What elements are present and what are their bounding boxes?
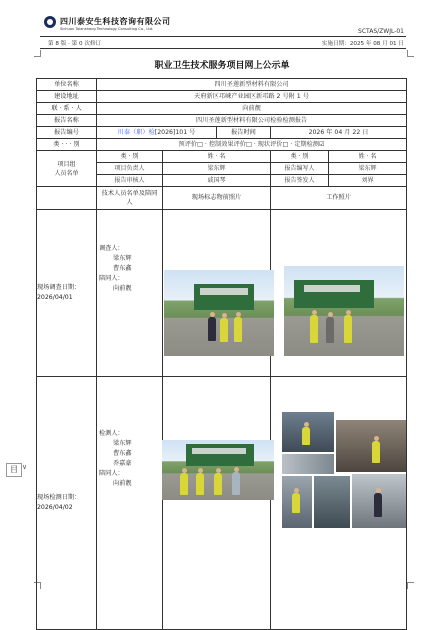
person-shape bbox=[220, 318, 228, 342]
effective-date: 实施日期：2025 年 08 月 01 日 bbox=[321, 41, 404, 47]
sampling-date-value: 2026/04/02 bbox=[37, 504, 73, 511]
sampling-staff-cell bbox=[97, 377, 163, 630]
company-name-en: Sichuan Taianshang Technology Consulting Co., Ltd. bbox=[60, 27, 154, 31]
staff-person: 刘界 bbox=[329, 175, 407, 187]
work-thumbnail bbox=[282, 476, 312, 528]
corner-mark bbox=[34, 50, 41, 57]
survey-staff-name: 曹东鑫 bbox=[113, 265, 132, 272]
sampling-sign-photo-cell bbox=[163, 377, 271, 630]
survey-work-photo bbox=[284, 266, 404, 356]
row-address bbox=[37, 91, 407, 103]
company-logo-icon bbox=[44, 16, 56, 28]
person-shape bbox=[310, 315, 318, 343]
person-shape bbox=[180, 473, 188, 495]
row-contact bbox=[37, 103, 407, 115]
report-name-value: 四川圣莲新型材料有限公司检验检测报告 bbox=[97, 115, 407, 127]
survey-date-label: 现场调查日期： bbox=[37, 284, 81, 291]
staff-group-label: 项目组 人员名单 bbox=[37, 151, 97, 187]
document-code: SCTAS/ZWJL-01 bbox=[358, 28, 404, 35]
person-shape bbox=[208, 317, 216, 341]
unit-name-value: 四川圣莲新型材料有限公司 bbox=[97, 79, 407, 91]
row-unit-name bbox=[37, 79, 407, 91]
row-photos-header bbox=[37, 187, 407, 210]
staff-role: 项目负责人 bbox=[97, 163, 163, 175]
survey-escort-title: 陪同人： bbox=[99, 275, 124, 282]
sampling-staff-name: 曹东鑫 bbox=[113, 450, 132, 457]
report-name-label: 报告名称 bbox=[37, 115, 97, 127]
staff-role: 报告签发人 bbox=[271, 175, 329, 187]
staff-col-name-2: 姓 · 名 bbox=[329, 151, 407, 163]
company-sign-shape bbox=[304, 285, 360, 292]
edition-info: 第 8 版 · 第 0 次修订 bbox=[48, 41, 102, 47]
staff-person: 梁东辉 bbox=[163, 163, 271, 175]
address-label: 建设地址 bbox=[37, 91, 97, 103]
company-sign-shape bbox=[200, 288, 248, 295]
contact-value: 向前靓 bbox=[97, 103, 407, 115]
sampling-staff-title: 检测人： bbox=[99, 430, 124, 437]
category-label: 类 · · · 别 bbox=[37, 139, 97, 151]
staff-role: 报告审核人 bbox=[97, 175, 163, 187]
sampling-staff-name: 乔嘉豪 bbox=[113, 460, 132, 467]
staff-col-name-1: 姓 · 名 bbox=[163, 151, 271, 163]
person-shape bbox=[344, 315, 352, 343]
document-outline-icon[interactable]: 目 bbox=[6, 463, 22, 477]
report-no-value bbox=[97, 127, 217, 139]
company-sign-shape bbox=[192, 448, 246, 454]
header-rule-2 bbox=[40, 48, 406, 49]
work-thumbnail bbox=[282, 454, 334, 474]
staff-person: 戚国琴 bbox=[163, 175, 271, 187]
survey-staff-title: 调查人： bbox=[99, 245, 124, 252]
row-category bbox=[37, 139, 407, 151]
person-shape bbox=[374, 493, 382, 517]
category-value: 预评价□ · 控制效果评价□ · 现状评价□ · 定期检测☑ bbox=[97, 139, 407, 151]
company-name: 四川泰安生科技咨询有限公司 bbox=[60, 17, 171, 26]
report-time-label: 报告时间 bbox=[217, 127, 271, 139]
photos-col-staff: 技术人员名单及陪同人 bbox=[97, 187, 163, 210]
report-time-value: 2026 年 04 月 22 日 bbox=[271, 127, 407, 139]
survey-date-value: 2026/04/01 bbox=[37, 294, 73, 301]
staff-role: 报告编写人 bbox=[271, 163, 329, 175]
address-value: 天府新区邛崃产业园区新邛路 2 号附 1 号 bbox=[97, 91, 407, 103]
person-shape bbox=[232, 472, 240, 495]
corner-mark bbox=[407, 50, 414, 57]
survey-escort-name: 向前靓 bbox=[113, 285, 132, 292]
work-thumbnail bbox=[314, 476, 350, 528]
report-no-label: 报告编号 bbox=[37, 127, 97, 139]
person-shape bbox=[196, 473, 204, 495]
corner-mark bbox=[407, 582, 414, 589]
staff-person: 梁东辉 bbox=[329, 163, 407, 175]
person-shape bbox=[234, 317, 242, 342]
survey-staff-cell bbox=[97, 210, 163, 377]
sampling-date-label: 现场检测日期： bbox=[37, 494, 81, 501]
survey-date-cell bbox=[37, 210, 97, 377]
sampling-escort-name: 向前靓 bbox=[113, 480, 132, 487]
work-thumbnail bbox=[336, 420, 406, 472]
report-no-prefix: 川泰（职）检 bbox=[117, 128, 155, 136]
sampling-date-cell bbox=[37, 377, 97, 630]
row-report-name bbox=[37, 115, 407, 127]
work-thumbnail bbox=[352, 474, 406, 528]
person-shape bbox=[302, 427, 310, 445]
header-rule bbox=[40, 36, 406, 37]
sampling-sign-photo bbox=[162, 440, 274, 500]
person-shape bbox=[292, 493, 300, 513]
sampling-staff-name: 梁东辉 bbox=[113, 440, 132, 447]
person-shape bbox=[326, 317, 334, 343]
unit-name-label: 单位名称 bbox=[37, 79, 97, 91]
chevron-down-icon[interactable]: ∨ bbox=[22, 463, 28, 471]
report-no-code: [2026]101 号 bbox=[154, 128, 196, 136]
row-staff-header bbox=[37, 151, 407, 163]
blank-cell bbox=[37, 187, 97, 210]
work-thumbnail bbox=[282, 412, 334, 452]
contact-label: 联 · 系 · 人 bbox=[37, 103, 97, 115]
page-title: 职业卫生技术服务项目网上公示单 bbox=[154, 61, 290, 71]
staff-col-type-2: 类 · 别 bbox=[271, 151, 329, 163]
row-report-no bbox=[37, 127, 407, 139]
survey-sign-photo bbox=[164, 270, 274, 356]
photos-col-work: 工作照片 bbox=[271, 187, 407, 210]
photos-col-sign: 现场标志物前照片 bbox=[163, 187, 271, 210]
sampling-escort-title: 陪同人： bbox=[99, 470, 124, 477]
person-shape bbox=[214, 473, 222, 495]
survey-staff-name: 梁东辉 bbox=[113, 255, 132, 262]
staff-col-type-1: 类 · 别 bbox=[97, 151, 163, 163]
person-shape bbox=[372, 441, 380, 463]
